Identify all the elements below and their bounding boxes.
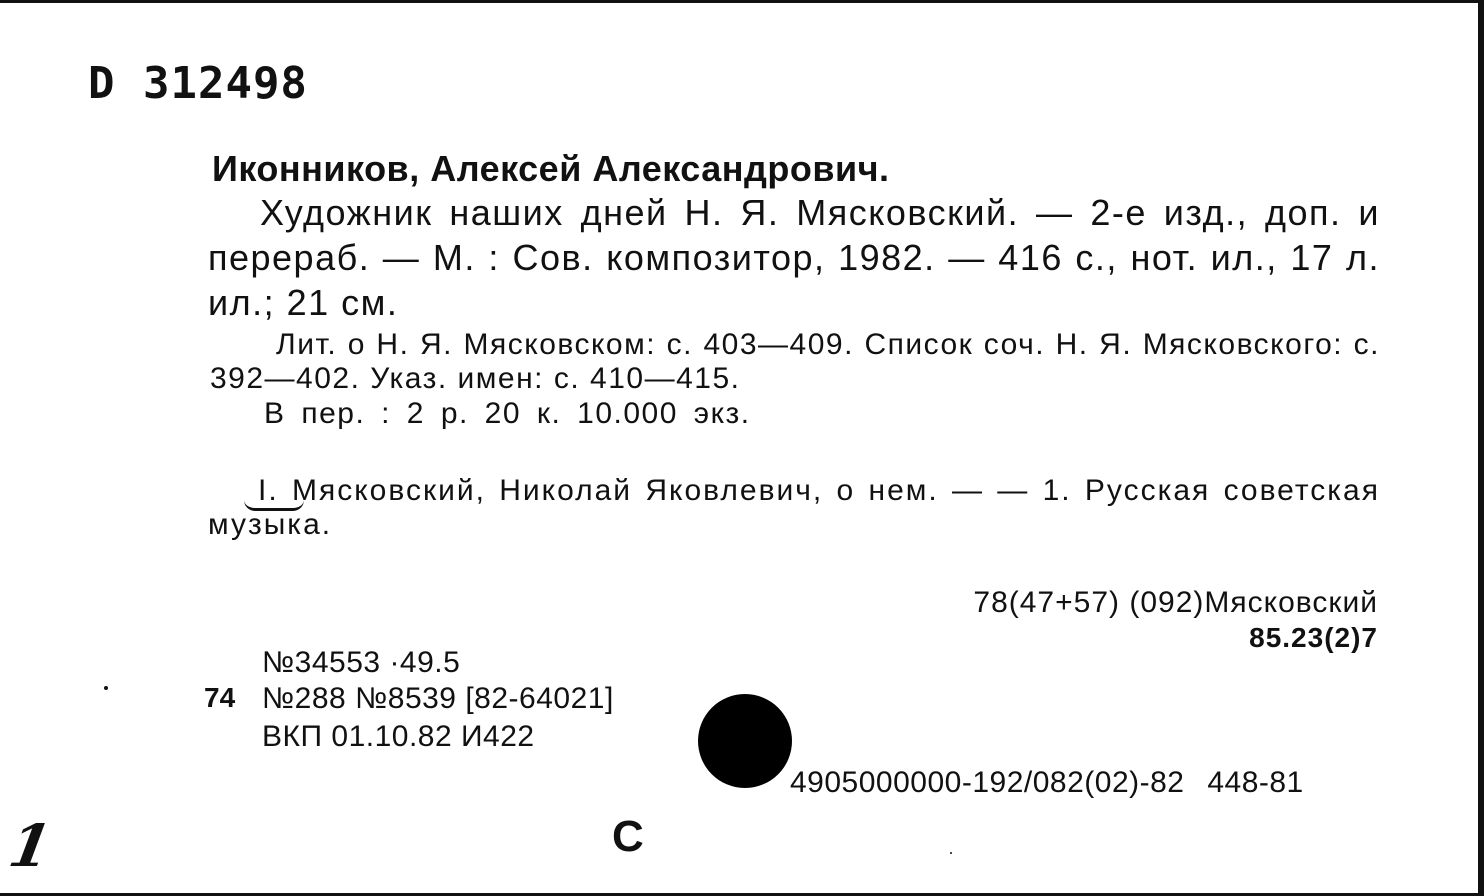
accession-number: D 312498 <box>88 58 308 109</box>
punch-hole <box>698 694 792 788</box>
title-statement <box>208 190 1380 325</box>
notes-text: Лит. о Н. Я. Мясковском: с. 403—409. Список соч. Н. Я. Мясковского: с. 392—402. Указ. имен: с. 410—415. <box>210 328 1380 395</box>
author-heading: Иконников, Алексей Александрович. <box>212 148 890 189</box>
classification-udc: 78(47+57) (092)Мясковский <box>973 586 1378 619</box>
registry-line-3: ВКП 01.10.82 И422 <box>262 720 535 753</box>
isbn-code: 4905000000-192/082(02)-82 448-81 <box>790 766 1304 799</box>
registry-line-1: №34553 ·49.5 <box>262 646 461 679</box>
registry-line-2: №288 №8539 [82-64021] <box>262 682 614 715</box>
classification-bbk: 85.23(2)7 <box>1249 622 1378 653</box>
registry-prefix: 74 <box>204 682 236 713</box>
bibliographic-notes <box>210 328 1380 396</box>
subject-tracings <box>208 474 1380 542</box>
handwritten-mark: 1 <box>4 812 57 880</box>
card-right-edge <box>1478 0 1484 896</box>
ink-speck <box>104 686 108 690</box>
tracings-text: I. Мясковский, Николай Яковлевич, о нем. — — 1. Русская советская музыка. <box>208 474 1380 541</box>
handwritten-underline <box>244 500 304 511</box>
ink-speck <box>950 852 952 854</box>
card-top-edge <box>0 0 1484 3</box>
price-and-print-run: В пер. : 2 р. 20 к. 10.000 экз. <box>264 397 751 430</box>
title-statement-text: Художник наших дней Н. Я. Мясковский. — 2-е изд., доп. и перераб. — М. : Сов. композитор, 1982. — 416 с., нот. ил., 17 л. ил.; 21 см. <box>208 192 1380 323</box>
letter-mark: С <box>612 812 644 861</box>
